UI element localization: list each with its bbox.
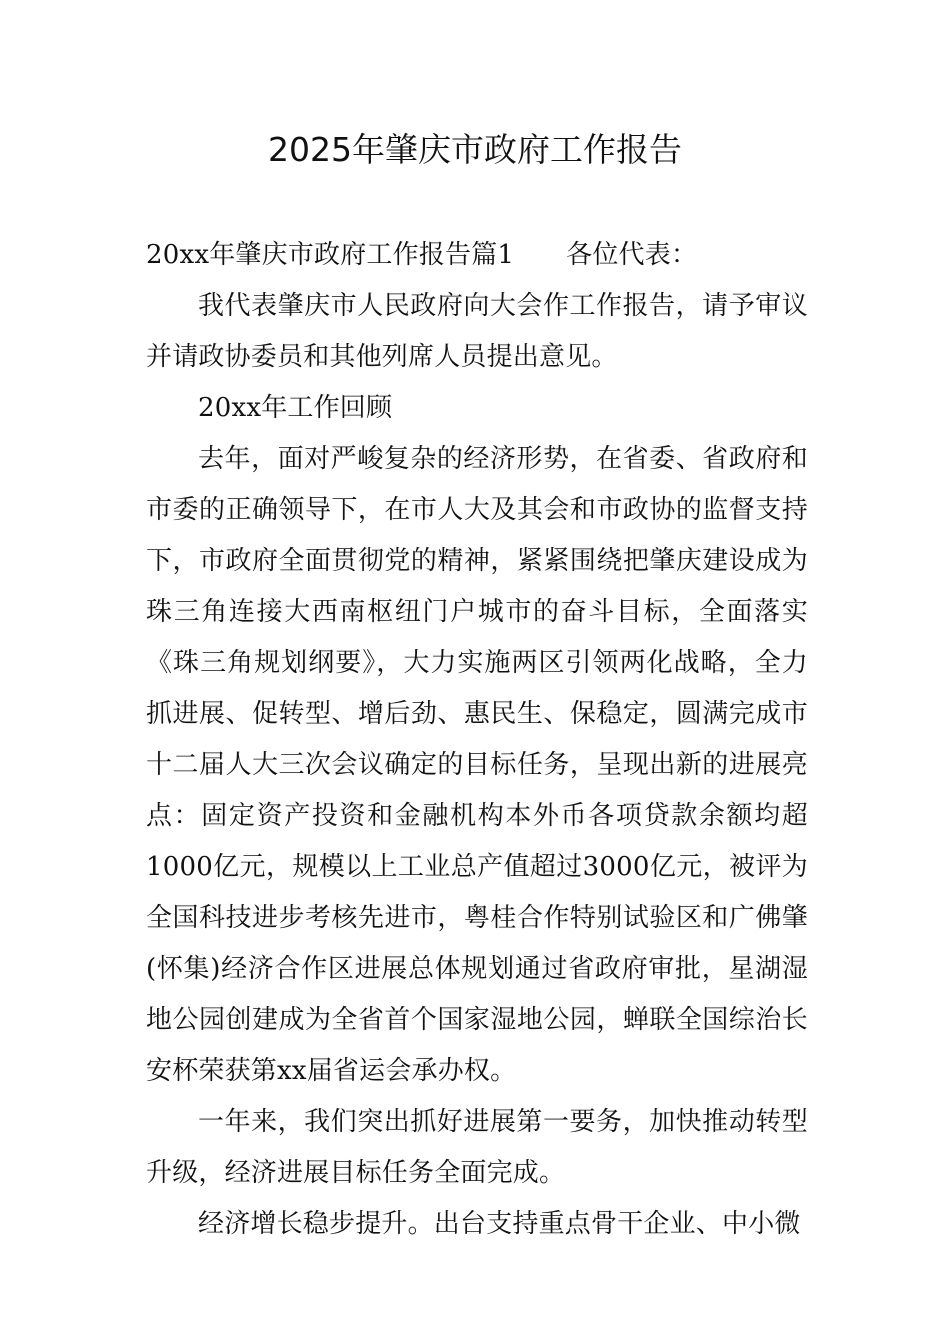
heading-line xyxy=(146,230,808,281)
salutation: 各位代表： xyxy=(566,240,698,270)
paragraph: 一年来，我们突出抓好进展第一要务，加快推动转型升级，经济进展目标任务全面完成。 xyxy=(146,1107,808,1188)
paragraph: 我代表肇庆市人民政府向大会作工作报告，请予审议并请政协委员和其他列席人员提出意见。 xyxy=(146,291,808,372)
section-heading: 20xx年工作回顾 xyxy=(198,393,393,423)
report-part-heading: 20xx年肇庆市政府工作报告篇1 xyxy=(146,240,515,270)
document-body xyxy=(146,230,808,1250)
paragraph: 经济增长稳步提升。出台支持重点骨干企业、中小微 xyxy=(198,1209,801,1239)
paragraph: 去年，面对严峻复杂的经济形势，在省委、省政府和市委的正确领导下，在市人大及其会和市政协的监督支持下，市政府全面贯彻党的精神，紧紧围绕把肇庆建设成为珠三角连接大西南枢纽门户城市的奋斗目标，全面落实《珠三角规划纲要》，大力实施两区引领两化战略，全力抓进展、促转型、增后劲、惠民生、保稳定，圆满完成市十二届人大三次会议确定的目标任务，呈现出新的进展亮点：固定资产投资和金融机构本外币各项贷款余额均超1000亿元，规模以上工业总产值超过3000亿元，被评为全国科技进步考核先进市，粤桂合作特别试验区和广佛肇(怀集)经济合作区进展总体规划通过省政府审批，星湖湿地公园创建成为全省首个国家湿地公园，蝉联全国综治长安杯荣获第xx届省运会承办权。 xyxy=(146,444,808,1086)
document-title: 2025年肇庆市政府工作报告 xyxy=(268,130,682,169)
